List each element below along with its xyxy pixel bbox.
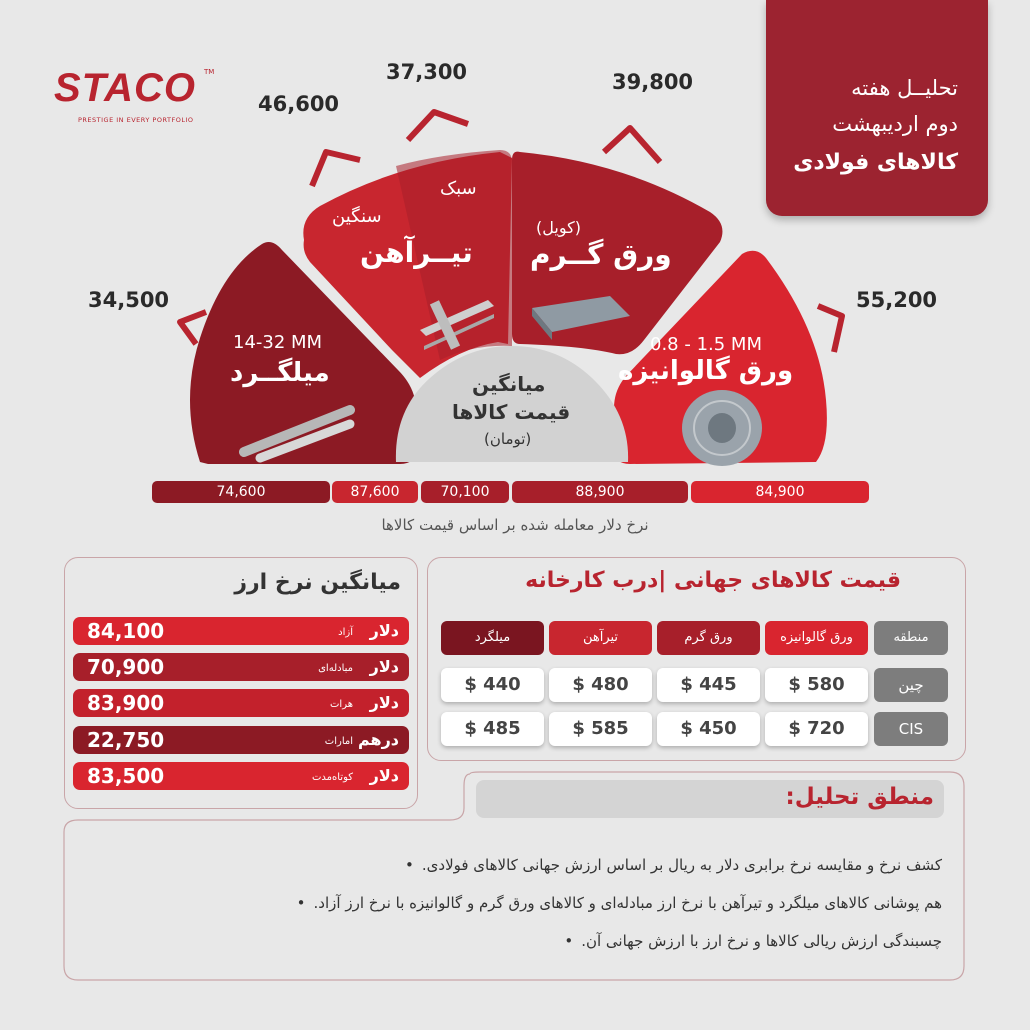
center-line-3: (تومان)	[484, 430, 532, 448]
fx-sub: آزاد	[338, 627, 353, 638]
analysis-title: منطق تحلیل:	[785, 784, 934, 810]
light-beam-price: 37,300	[386, 60, 468, 84]
fx-row	[73, 726, 409, 754]
analysis-bullet-1: کشف نرخ و مقایسه نرخ برابری دلار به ریال بر اساس ارزش جهانی کالاهای فولادی. •	[405, 856, 942, 874]
brand-logo: STACO	[54, 66, 197, 110]
fx-value: 84,100	[87, 619, 165, 643]
analysis-bullet-2: هم پوشانی کالاهای میلگرد و تیرآهن با نرخ ارز مبادله‌ای و کالاهای ورق گرم و گالوانیزه با نرخ ارز آزاد. •	[297, 894, 942, 912]
rate-bar-galvanized: 84,900	[691, 481, 869, 503]
fx-value: 83,900	[87, 691, 165, 715]
rebar-title: میلگــرد	[230, 358, 330, 388]
arrow-heavy-beam	[312, 152, 360, 186]
arrow-hot-sheet	[604, 128, 660, 162]
brand-tagline: PRESTIGE IN EVERY PORTFOLIO	[78, 116, 194, 124]
header-hot-sheet: ورق گرم	[657, 621, 760, 655]
cell-china-beam: $ 480	[549, 668, 652, 702]
fx-sub: کوتاه‌مدت	[311, 772, 353, 783]
analysis-bullet-3: چسبندگی ارزش ریالی کالاها و نرخ ارز با ارزش جهانی آن. •	[564, 932, 942, 950]
cell-cis-beam: $ 585	[549, 712, 652, 746]
cell-china-galvanized: $ 580	[765, 668, 868, 702]
header-rebar: میلگرد	[441, 621, 544, 655]
cell-china-hot-sheet: $ 445	[657, 668, 760, 702]
title-line-2: دوم اردیبهشت	[832, 112, 958, 136]
cell-cis-galvanized: $ 720	[765, 712, 868, 746]
fx-row	[73, 689, 409, 717]
header-beam: تیرآهن	[549, 621, 652, 655]
heavy-beam-label: سنگین	[332, 206, 382, 227]
arrow-light-beam	[408, 112, 468, 140]
fx-title: میانگین نرخ ارز	[234, 570, 401, 595]
coil-image	[682, 390, 762, 466]
world-title: قیمت کالاهای جهانی |درب کارخانه	[525, 568, 901, 593]
hot-sheet-sub: (کویل)	[536, 218, 581, 237]
row-region-cis: CIS	[874, 712, 948, 746]
arrow-galvanized	[818, 306, 842, 352]
fx-sub: مبادله‌ای	[318, 663, 353, 674]
galvanized-size: 0.8 - 1.5 MM	[650, 334, 762, 355]
galvanized-title: ورق گالوانیزه	[618, 356, 794, 386]
fx-value: 70,900	[87, 655, 165, 679]
fx-row	[73, 653, 409, 681]
center-line-2: قیمت کالاها	[452, 400, 571, 424]
fx-label: درهم	[357, 730, 399, 749]
fx-sub: امارات	[324, 736, 353, 747]
title-line-3: کالاهای فولادی	[793, 150, 958, 175]
rebar-size: 14-32 MM	[233, 332, 323, 353]
fx-value: 83,500	[87, 764, 165, 788]
heavy-beam-price: 46,600	[258, 92, 340, 116]
fx-value: 22,750	[87, 728, 165, 752]
brand-tm: TM	[204, 68, 215, 76]
fx-label: دلار	[369, 621, 399, 640]
cell-cis-rebar: $ 485	[441, 712, 544, 746]
header-region: منطقه	[874, 621, 948, 655]
title-line-1: تحلیــل هفته	[851, 76, 958, 100]
header-galvanized: ورق گالوانیزه	[765, 621, 868, 655]
beam-title: تیــرآهن	[360, 236, 473, 269]
fx-label: دلار	[369, 657, 399, 676]
fx-label: دلار	[369, 766, 399, 785]
fx-row	[73, 617, 409, 645]
galvanized-price: 55,200	[856, 288, 938, 312]
rate-bar-heavy-beam: 87,600	[332, 481, 418, 503]
row-region-china: چین	[874, 668, 948, 702]
fx-sub: هرات	[330, 699, 353, 710]
fx-label: دلار	[369, 693, 399, 712]
center-line-1: میانگین	[472, 372, 546, 396]
rate-bar-hot-sheet: 88,900	[512, 481, 688, 503]
rate-bar-rebar: 74,600	[152, 481, 330, 503]
light-beam-label: سبک	[440, 178, 477, 199]
rate-bar-light-beam: 70,100	[421, 481, 509, 503]
cell-china-rebar: $ 440	[441, 668, 544, 702]
hot-sheet-price: 39,800	[612, 70, 694, 94]
rebar-price: 34,500	[88, 288, 170, 312]
bars-caption: نرخ دلار معامله شده بر اساس قیمت کالاها	[381, 516, 649, 534]
hot-sheet-title: ورق گــرم	[530, 238, 672, 271]
cell-cis-hot-sheet: $ 450	[657, 712, 760, 746]
